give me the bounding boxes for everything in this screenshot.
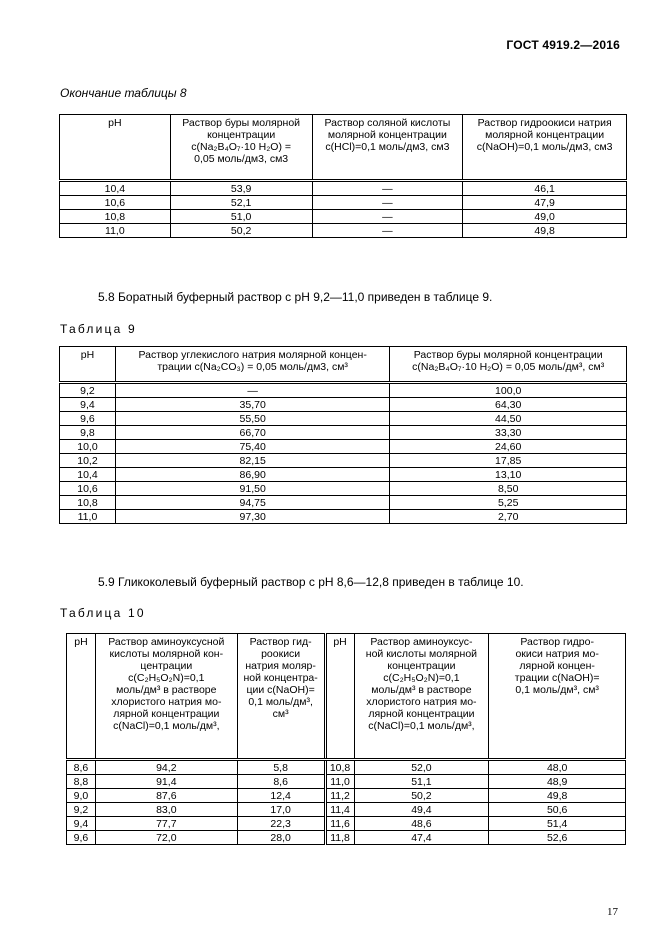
column-header: [489, 634, 626, 760]
table-cell: 5,8: [237, 760, 325, 775]
header-line: pH: [333, 636, 347, 648]
table-cell: 49,8: [463, 224, 627, 238]
header-line: натрия моляр-: [245, 660, 316, 672]
header-line: c(C₂H₅O₂N)=0,1: [383, 672, 460, 684]
header-line: Раствор буры молярной концентрации: [413, 349, 603, 361]
table-cell: 75,40: [115, 440, 389, 454]
table-row: [60, 398, 627, 412]
header-line: центрации: [140, 660, 193, 672]
table-cell: 9,6: [60, 412, 116, 426]
column-header: [60, 115, 171, 181]
table-cell: 86,90: [115, 468, 389, 482]
table-cell: 8,6: [237, 775, 325, 789]
header-line: c(C₂H₅O₂N)=0,1: [128, 672, 205, 684]
table-cell: 77,7: [95, 817, 237, 831]
header-line: 0,1 моль/дм³,: [248, 696, 313, 708]
table-cell: 91,50: [115, 482, 389, 496]
header-line: моль/дм³ в растворе: [371, 684, 472, 696]
header-line: лярной концентрации: [113, 708, 220, 720]
table-cell: —: [312, 196, 463, 210]
table-row: [60, 181, 627, 196]
table-cell: 9,6: [67, 831, 96, 845]
header-line: концентрации: [387, 660, 456, 672]
page-number: 17: [607, 906, 618, 918]
table-cell: 44,50: [390, 412, 627, 426]
column-header: [95, 634, 237, 760]
table-cell: 50,2: [170, 224, 312, 238]
header-line: c(NaCl)=0,1 моль/дм³,: [368, 720, 475, 732]
table-cell: 8,8: [67, 775, 96, 789]
header-line: Раствор аминоуксус-: [370, 636, 473, 648]
paragraph-5-8: 5.8 Боратный буферный раствор с pH 9,2—11,0 приведен в таблице 9.: [98, 290, 493, 304]
header-line: c(Na₂B₄O₇·10 H₂O) =: [191, 141, 292, 153]
table-cell: 64,30: [390, 398, 627, 412]
table-row: [60, 454, 627, 468]
table-cell: 2,70: [390, 510, 627, 524]
column-header: [312, 115, 463, 181]
table-cell: 87,6: [95, 789, 237, 803]
table-cell: 48,9: [489, 775, 626, 789]
table-cell: —: [312, 181, 463, 196]
table-cell: 9,8: [60, 426, 116, 440]
table-cell: 48,0: [489, 760, 626, 775]
table-row: [67, 760, 626, 775]
column-header: [60, 347, 116, 383]
table-cell: 8,50: [390, 482, 627, 496]
header-line: лярной концен-: [519, 660, 595, 672]
table-cell: 49,4: [354, 803, 489, 817]
table-9: [59, 346, 627, 524]
header-line: трации c(Na₂CO₃) = 0,05 моль/дм3, см³: [157, 361, 348, 373]
column-header: [463, 115, 627, 181]
table-cell: 46,1: [463, 181, 627, 196]
table-row: [60, 510, 627, 524]
header-line: c(HCl)=0,1 моль/дм3, см3: [325, 141, 450, 153]
table-cell: 94,75: [115, 496, 389, 510]
table-cell: 10,4: [60, 468, 116, 482]
header-line: трации c(NaOH)=: [514, 672, 600, 684]
table-cell: 9,2: [67, 803, 96, 817]
table-cell: —: [312, 210, 463, 224]
table-cell: 10,8: [60, 210, 171, 224]
header-line: хлористого натрия мо-: [366, 696, 477, 708]
header-line: pH: [74, 636, 88, 648]
header-line: хлористого натрия мо-: [111, 696, 222, 708]
header-line: окиси натрия мо-: [515, 648, 599, 660]
column-header: [67, 634, 96, 760]
header-line: 0,1 моль/дм³, см³: [515, 684, 599, 696]
table-cell: 51,4: [489, 817, 626, 831]
table-cell: 51,0: [170, 210, 312, 224]
header-line: Раствор буры молярной: [182, 117, 301, 129]
table-cell: 100,0: [390, 383, 627, 398]
table-cell: 10,0: [60, 440, 116, 454]
table-row: [60, 412, 627, 426]
header-line: молярной концентрации: [485, 129, 605, 141]
header-line: c(NaOH)=0,1 моль/дм3, см3: [476, 141, 613, 153]
header-line: pH: [80, 349, 95, 361]
table-row: [60, 383, 627, 398]
table-cell: 17,85: [390, 454, 627, 468]
table-cell: 83,0: [95, 803, 237, 817]
header-line: концентрации: [207, 129, 276, 141]
table-cell: 94,2: [95, 760, 237, 775]
paragraph-5-9: 5.9 Гликоколевый буферный раствор с pH 8,6—12,8 приведен в таблице 10.: [98, 575, 524, 589]
header-line: Раствор аминоуксусной: [108, 636, 225, 648]
table-cell: 82,15: [115, 454, 389, 468]
table-row: [60, 468, 627, 482]
table-cell: 10,6: [60, 482, 116, 496]
table-cell: 33,30: [390, 426, 627, 440]
table-cell: 10,8: [325, 760, 354, 775]
header-line: роокиси: [261, 648, 301, 660]
table-row: [60, 496, 627, 510]
table-row: [67, 789, 626, 803]
table-row: [60, 440, 627, 454]
table-cell: 24,60: [390, 440, 627, 454]
header-line: моль/дм³ в растворе: [116, 684, 217, 696]
table-cell: 28,0: [237, 831, 325, 845]
table-cell: 10,8: [60, 496, 116, 510]
table-cell: —: [312, 224, 463, 238]
table-row: [67, 803, 626, 817]
standard-header: ГОСТ 4919.2—2016: [506, 38, 620, 52]
column-header: [237, 634, 325, 760]
header-line: Раствор соляной кислоты: [324, 117, 451, 129]
table-cell: 5,25: [390, 496, 627, 510]
header-line: лярной концентрации: [368, 708, 475, 720]
table-cell: 72,0: [95, 831, 237, 845]
table-row: [67, 775, 626, 789]
table-cell: 51,1: [354, 775, 489, 789]
table-cell: 53,9: [170, 181, 312, 196]
column-header: [170, 115, 312, 181]
table-cell: 91,4: [95, 775, 237, 789]
table-cell: 47,9: [463, 196, 627, 210]
header-line: 0,05 моль/дм3, см3: [194, 153, 289, 165]
table-cell: 9,0: [67, 789, 96, 803]
table-cell: 10,6: [60, 196, 171, 210]
table-cell: 50,2: [354, 789, 489, 803]
column-header: [390, 347, 627, 383]
header-line: Раствор гидро-: [520, 636, 594, 648]
table-cell: 49,8: [489, 789, 626, 803]
table-cell: 10,2: [60, 454, 116, 468]
table-cell: 50,6: [489, 803, 626, 817]
table-cell: 9,2: [60, 383, 116, 398]
header-line: ной кислоты молярной: [365, 648, 478, 660]
table9-caption: Таблица 9: [60, 322, 137, 336]
table-cell: 52,6: [489, 831, 626, 845]
column-header: [354, 634, 489, 760]
column-header: [115, 347, 389, 383]
table-cell: 66,70: [115, 426, 389, 440]
table-cell: 49,0: [463, 210, 627, 224]
header-line: ции c(NaOH)=: [246, 684, 315, 696]
table-cell: 11,0: [60, 510, 116, 524]
table-row: [67, 817, 626, 831]
table-row: [67, 831, 626, 845]
table-cell: 8,6: [67, 760, 96, 775]
table-cell: 11,8: [325, 831, 354, 845]
table-cell: 11,2: [325, 789, 354, 803]
table-cell: 48,6: [354, 817, 489, 831]
table-cell: 55,50: [115, 412, 389, 426]
table-cell: 13,10: [390, 468, 627, 482]
column-header: [325, 634, 354, 760]
table-8: [59, 114, 627, 238]
table-cell: 12,4: [237, 789, 325, 803]
table-row: [60, 482, 627, 496]
header-line: Раствор углекислого натрия молярной концен-: [138, 349, 367, 361]
table-cell: 9,4: [67, 817, 96, 831]
table-row: [60, 196, 627, 210]
table-cell: 11,4: [325, 803, 354, 817]
table-cell: 17,0: [237, 803, 325, 817]
table-cell: 47,4: [354, 831, 489, 845]
header-line: Раствор гид-: [249, 636, 312, 648]
header-line: молярной концентрации: [327, 129, 447, 141]
table-cell: 11,0: [60, 224, 171, 238]
table-cell: 11,6: [325, 817, 354, 831]
table-cell: 35,70: [115, 398, 389, 412]
header-line: c(Na₂B₄O₇·10 H₂O) = 0,05 моль/дм³, см³: [412, 361, 605, 373]
table-cell: 52,1: [170, 196, 312, 210]
header-line: кислоты молярной кон-: [109, 648, 224, 660]
header-line: см³: [272, 708, 289, 720]
table-cell: 9,4: [60, 398, 116, 412]
table10-caption: Таблица 10: [60, 606, 146, 620]
table-row: [60, 224, 627, 238]
header-line: ной концентра-: [243, 672, 318, 684]
table-cell: —: [115, 383, 389, 398]
header-line: pH: [108, 117, 122, 129]
table-cell: 11,0: [325, 775, 354, 789]
table-row: [60, 426, 627, 440]
table-cell: 97,30: [115, 510, 389, 524]
table-cell: 22,3: [237, 817, 325, 831]
header-line: c(NaCl)=0,1 моль/дм³,: [113, 720, 220, 732]
header-line: Раствор гидроокиси натрия: [477, 117, 612, 129]
table-row: [60, 210, 627, 224]
table-cell: 10,4: [60, 181, 171, 196]
table8-caption: Окончание таблицы 8: [60, 86, 187, 100]
table-cell: 52,0: [354, 760, 489, 775]
table-10: [66, 633, 626, 845]
